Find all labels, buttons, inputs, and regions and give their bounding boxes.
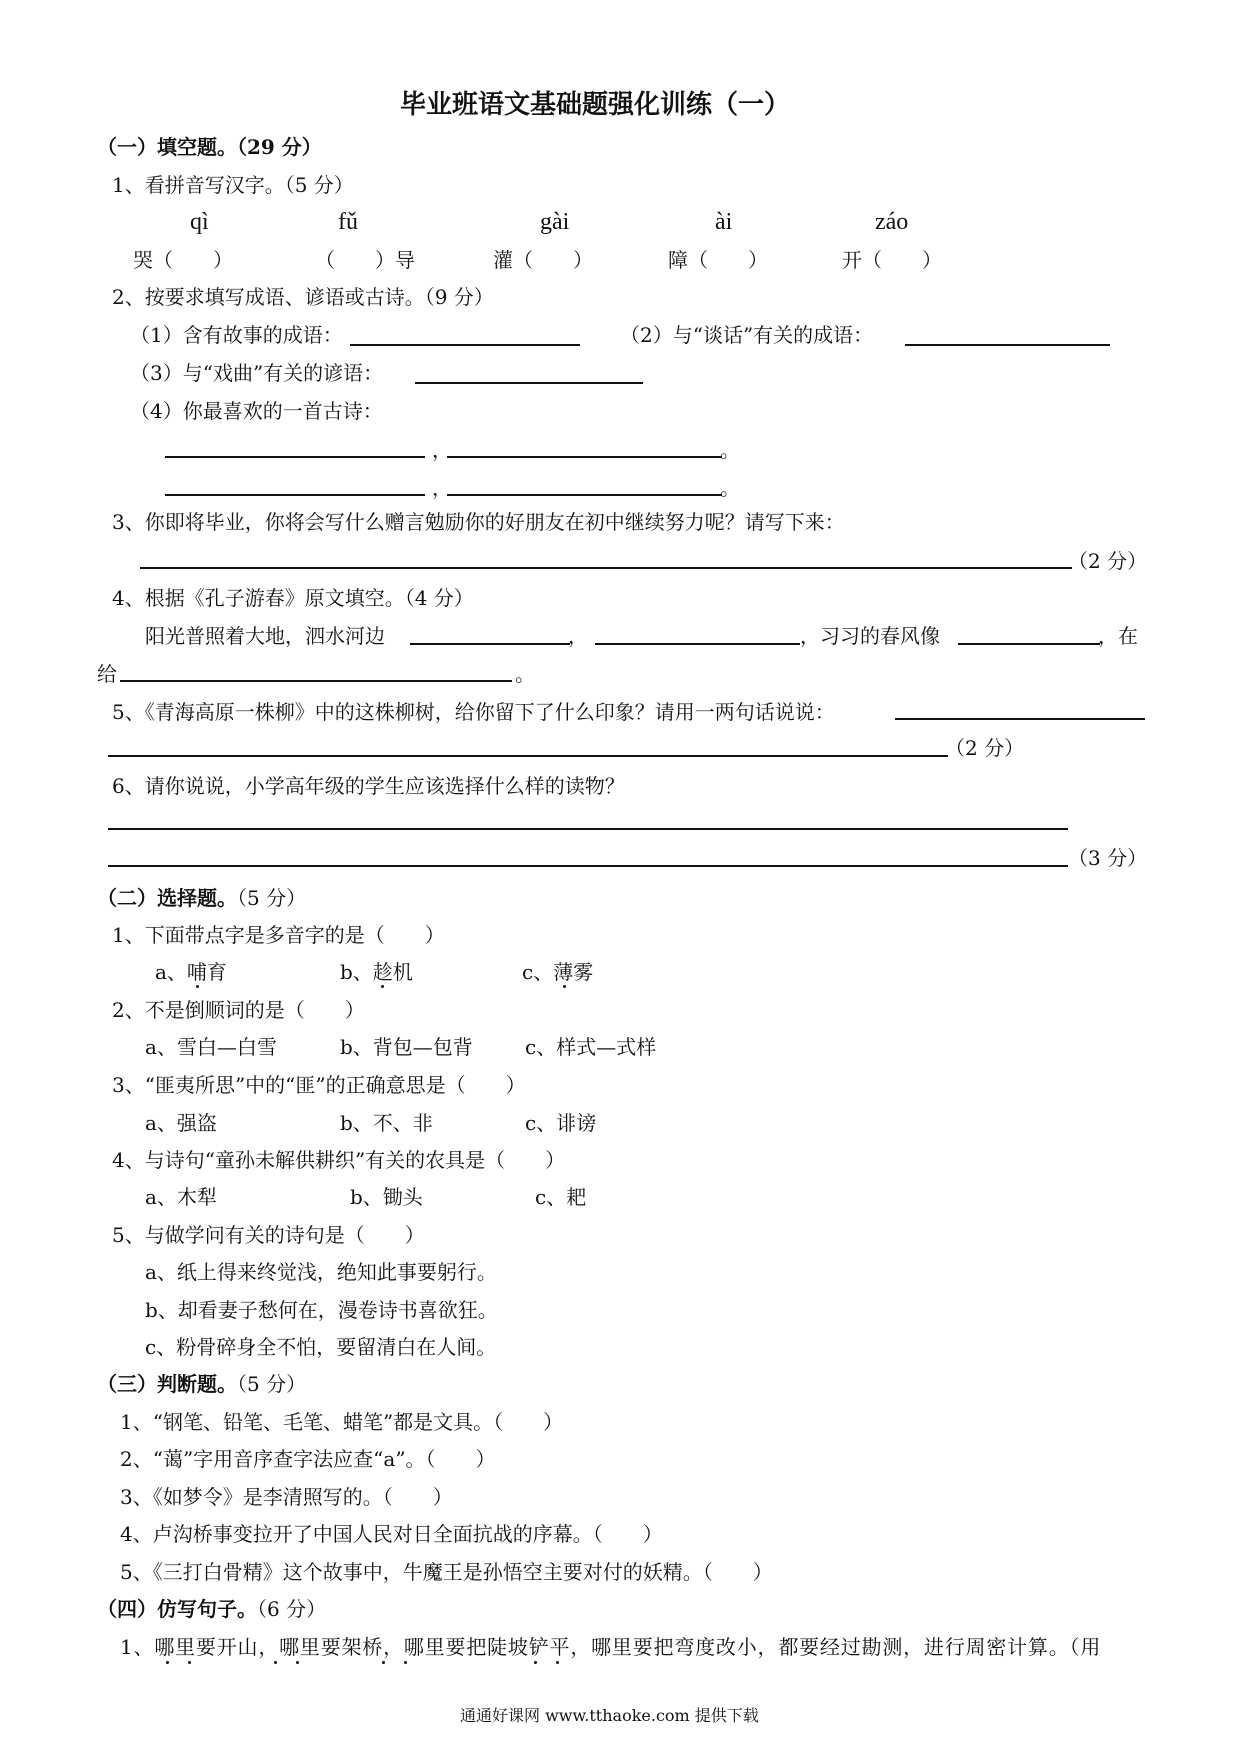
mc-q2-option-c[interactable]: c、样式—式样 [525, 1035, 657, 1059]
section-points: （5 分） [237, 1372, 307, 1396]
poem-line-2a[interactable] [165, 494, 425, 496]
emphasis-dot [296, 1661, 299, 1664]
question-5-prompt: 5、《青海高原一株柳》中的这株柳树，给你留下了什么印象？请用一两句话说说： [112, 700, 835, 724]
mc-q1-option-c[interactable]: c、薄雾 [522, 960, 594, 984]
tf-item-4[interactable]: 4、卢沟桥事变拉开了中国人民对日全面抗战的序幕。（ ） [120, 1522, 663, 1546]
mc-question-5: 5、与做学问有关的诗句是（ ） [112, 1223, 425, 1247]
q4-text-1: 阳光普照着大地，泗水河边 [145, 624, 385, 648]
mc-q2-option-b[interactable]: b、背包—包背 [340, 1035, 473, 1059]
q6-points: （3 分） [1068, 846, 1148, 870]
pinyin-1: qì [190, 209, 209, 235]
emphasis-dot [274, 1661, 277, 1664]
q4-text-3: ，在 [1098, 624, 1138, 648]
q2-item-2-label: （2）与“谈话”有关的成语： [620, 323, 874, 347]
q2-item-1-answer-line[interactable] [350, 344, 580, 346]
question-6-prompt: 6、请你说说，小学高年级的学生应该选择什么样的读物？ [112, 774, 625, 798]
section-heading-label: （四）仿写句子。 [97, 1597, 257, 1621]
mc-question-2: 2、不是倒顺词的是（ ） [112, 998, 365, 1022]
q3-answer-line[interactable] [140, 567, 1072, 569]
section-heading-label: （三）判断题。 [97, 1372, 237, 1396]
mc-q1-option-b[interactable]: b、趁机 [340, 960, 413, 984]
q2-item-2-answer-line[interactable] [905, 344, 1110, 346]
tf-item-2[interactable]: 2、“蔼”字用音序查字法应查“a”。（ ） [120, 1447, 496, 1471]
emphasis-dot [196, 985, 199, 988]
emphasis-dot [534, 1661, 537, 1664]
question-2-prompt: 2、按要求填写成语、谚语或古诗。（9 分） [112, 285, 494, 309]
q2-item-3-label: （3）与“戏曲”有关的谚语： [130, 361, 384, 385]
char-blank-5[interactable]: 开（ ） [842, 248, 942, 272]
section-heading-imitation [97, 1599, 326, 1619]
pinyin-2: fǔ [338, 209, 358, 235]
mc-q5-option-a[interactable]: a、纸上得来终觉浅，绝知此事要躬行。 [145, 1260, 497, 1284]
q4-comma: ， [568, 624, 588, 648]
char-blank-2[interactable]: （ ）导 [315, 248, 415, 272]
section-heading-label: （一）填空题。 [97, 135, 237, 159]
q2-item-1-label: （1）含有故事的成语： [130, 323, 343, 347]
poem-period-1: 。 [720, 438, 740, 462]
question-1-prompt: 1、看拼音写汉字。（5 分） [112, 173, 354, 197]
emphasis-dot [188, 1661, 191, 1664]
q4-blank-3[interactable] [958, 643, 1100, 645]
emphasis-dot [556, 1661, 559, 1664]
mc-q3-option-c[interactable]: c、诽谤 [525, 1111, 597, 1135]
poem-comma-1: ， [432, 438, 452, 462]
q4-text-2: ，习习的春风像 [800, 624, 940, 648]
tf-item-1[interactable]: 1、“钢笔、铅笔、毛笔、蜡笔”都是文具。（ ） [120, 1410, 564, 1434]
q5-answer-line-1[interactable] [895, 718, 1145, 720]
q2-item-4-label: （4）你最喜欢的一首古诗： [130, 399, 383, 423]
q5-points: （2 分） [945, 736, 1025, 760]
q4-period: 。 [515, 662, 535, 686]
q6-answer-line-2[interactable] [108, 865, 1068, 867]
q4-blank-1[interactable] [410, 643, 570, 645]
emphasis-dot [166, 1661, 169, 1664]
mc-q3-option-b[interactable]: b、不、非 [340, 1111, 433, 1135]
section-points: （5 分） [237, 886, 307, 910]
q4-blank-4[interactable] [120, 680, 512, 682]
pinyin-5: záo [875, 209, 909, 235]
section-heading-fill-in [97, 137, 322, 157]
section-points: （6 分） [257, 1597, 327, 1621]
question-4-prompt: 4、根据《孔子游春》原文填空。（4 分） [112, 586, 474, 610]
pinyin-4: ài [715, 209, 733, 235]
char-blank-1[interactable]: 哭（ ） [133, 248, 233, 272]
mc-question-3: 3、“匪夷所思”中的“匪”的正确意思是（ ） [112, 1073, 526, 1097]
poem-period-2: 。 [720, 476, 740, 500]
mc-q4-option-c[interactable]: c、耙 [535, 1185, 587, 1209]
mc-q5-option-c[interactable]: c、粉骨碎身全不怕，要留清白在人间。 [145, 1335, 497, 1359]
mc-question-4: 4、与诗句“童孙未解供耕织”有关的农具是（ ） [112, 1148, 566, 1172]
emphasis-dot [404, 1661, 407, 1664]
mc-question-1: 1、下面带点字是多音字的是（ ） [112, 923, 445, 947]
emphasis-dot [382, 1661, 385, 1664]
q2-item-3-answer-line[interactable] [415, 382, 643, 384]
poem-comma-2: ， [432, 476, 452, 500]
q4-text-4: 给 [97, 662, 117, 686]
poem-line-2b[interactable] [447, 494, 722, 496]
emphasis-dot [381, 985, 384, 988]
poem-line-1b[interactable] [447, 456, 722, 458]
emphasis-dot [563, 985, 566, 988]
pinyin-3: gài [540, 209, 570, 235]
section-points: （29 分） [237, 135, 322, 159]
char-blank-3[interactable]: 灌（ ） [493, 248, 593, 272]
q3-points: （2 分） [1068, 549, 1148, 573]
poem-line-1a[interactable] [165, 456, 425, 458]
mc-q5-option-b[interactable]: b、却看妻子愁何在，漫卷诗书喜欲狂。 [145, 1298, 498, 1322]
footer-credit: 通通好课网 www.tthaoke.com 提供下载 [460, 1706, 759, 1725]
tf-item-5[interactable]: 5、《三打白骨精》这个故事中，牛魔王是孙悟空主要对付的妖精。（ ） [120, 1560, 773, 1584]
q6-answer-line-1[interactable] [108, 828, 1068, 830]
section-heading-label: （二）选择题。 [97, 886, 237, 910]
imitation-question-1: 1、哪里要开山，哪里要架桥，哪里要把陡坡铲平，哪里要把弯度改小，都要经过勘测，进行周密计算。（用 [120, 1635, 1102, 1659]
mc-q1-option-a[interactable]: a、哺育 [155, 960, 227, 984]
section-heading-multiple-choice [97, 888, 306, 908]
q5-answer-line-2[interactable] [108, 755, 948, 757]
page-title: 毕业班语文基础题强化训练（一） [400, 90, 791, 120]
mc-q3-option-a[interactable]: a、强盗 [145, 1111, 217, 1135]
q4-blank-2[interactable] [595, 643, 800, 645]
mc-q2-option-a[interactable]: a、雪白—白雪 [145, 1035, 277, 1059]
mc-q4-option-b[interactable]: b、锄头 [350, 1185, 423, 1209]
question-3-prompt: 3、你即将毕业，你将会写什么赠言勉励你的好朋友在初中继续努力呢？请写下来： [112, 510, 845, 534]
tf-item-3[interactable]: 3、《如梦令》是李清照写的。（ ） [120, 1485, 453, 1509]
section-heading-true-false [97, 1374, 306, 1394]
mc-q4-option-a[interactable]: a、木犁 [145, 1185, 217, 1209]
char-blank-4[interactable]: 障（ ） [668, 248, 768, 272]
